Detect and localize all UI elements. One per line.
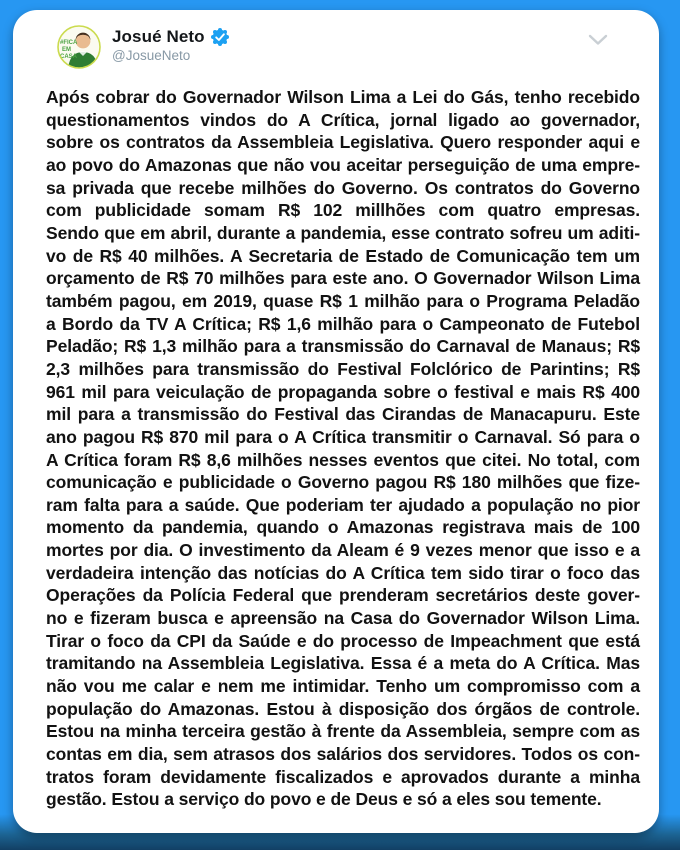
body-line: Tirar o foco da CPI da Saúde e do processo de Impeachment que está: [46, 630, 640, 651]
verified-badge-icon: [211, 28, 229, 46]
body-line: contas em dia, sem atrasos dos salários dos servidores. Todos os con-: [46, 744, 640, 765]
body-line: Peladão; R$ 1,3 milhão para a transmissão do Carnaval de Manaus; R$: [46, 336, 640, 357]
body-line: sobre os contratos da Assembleia Legislativa. Quero responder aqui e: [46, 132, 640, 153]
body-line: Estou na minha terceira gestão à frente da Assembleia, sempre com as: [46, 721, 640, 742]
body-line: não vou me calar e nem me intimidar. Tenho um compromisso com a: [46, 676, 640, 697]
body-line: comunicação e publicidade o Governo pagou R$ 180 milhões que fize-: [46, 472, 640, 493]
body-line: mortes por dia. O investimento da Aleam é 9 vezes menor que isso e a: [46, 540, 640, 561]
body-line: ram falta para a saúde. Que poderiam ter ajudado a população no pior: [46, 494, 640, 515]
body-line: ao povo do Amazonas que não vou aceitar perseguição de uma empre-: [46, 154, 640, 175]
body-line: sa privada que recebe milhões do Governo. Os contratos do Governo: [46, 177, 640, 198]
tweet-body-text: [46, 86, 640, 811]
avatar-image: [57, 25, 101, 69]
body-line: tratos foram devidamente fiscalizados e aprovados durante a minha: [46, 766, 640, 787]
body-line: vo de R$ 40 milhões. A Secretaria de Estado de Comunicação tem um: [46, 245, 640, 266]
body-line: ano pagou R$ 870 mil para o A Crítica transmitir o Carnaval. Só para o: [46, 426, 640, 447]
author-id-block: [112, 27, 229, 63]
chevron-down-icon[interactable]: [587, 33, 609, 47]
body-line: Operações da Polícia Federal que prenderam secretários deste gover-: [46, 585, 640, 606]
body-line: com publicidade somam R$ 102 millhões com quatro empresas.: [46, 200, 640, 221]
avatar[interactable]: [57, 25, 101, 69]
body-line: orçamento de R$ 70 milhões para este ano. O Governador Wilson Lima: [46, 268, 640, 289]
avatar-badge-text: EM: [62, 47, 71, 53]
body-line: Após cobrar do Governador Wilson Lima a Lei do Gás, tenho recebido: [46, 87, 640, 107]
tweet-card: [13, 10, 659, 833]
body-line: a Bordo da TV A Crítica; R$ 1,6 milhão para o Campeonato de Futebol: [46, 313, 640, 334]
tweet-header: [57, 25, 639, 73]
body-line: verdadeira intenção das notícias do A Crítica tem sido tirar o foco das: [46, 562, 640, 583]
avatar-badge-text: CASA: [60, 54, 78, 60]
body-line: gestão. Estou a serviço do povo e de Deus e só a eles sou temente.: [46, 789, 602, 810]
body-line: população do Amazonas. Estou à disposição dos órgãos de controle.: [46, 698, 640, 719]
body-line: momento da pandemia, quando o Amazonas registrava mais de 100: [46, 517, 640, 538]
body-line: mil para a transmissão do Festival das Cirandas de Manacapuru. Este: [46, 404, 640, 425]
body-line: no e fizeram busca e apreensão na Casa do Governador Wilson Lima.: [46, 608, 640, 629]
body-line: questionamentos vindos do A Crítica, jornal ligado ao governador,: [46, 109, 640, 130]
body-line: A Crítica foram R$ 8,6 milhões nesses eventos que citei. No total, com: [46, 449, 640, 470]
author-handle[interactable]: @JosueNeto: [112, 48, 191, 63]
body-line: 961 mil para veiculação de propaganda sobre o festival e mais R$ 400: [46, 381, 640, 402]
body-line: também pagou, em 2019, quase R$ 1 milhão para o Programa Peladão: [46, 290, 640, 311]
body-line: tramitando na Assembleia Legislativa. Essa é a meta do A Crítica. Mas: [46, 653, 640, 674]
body-line: Sendo que em abril, durante a pandemia, esse contrato sofreu um aditi-: [46, 222, 640, 243]
avatar-badge-text: #FICA: [60, 40, 78, 46]
author-name[interactable]: Josué Neto: [112, 27, 205, 46]
body-line: 2,3 milhões para transmissão do Festival Folclórico de Parintins; R$: [46, 358, 640, 379]
